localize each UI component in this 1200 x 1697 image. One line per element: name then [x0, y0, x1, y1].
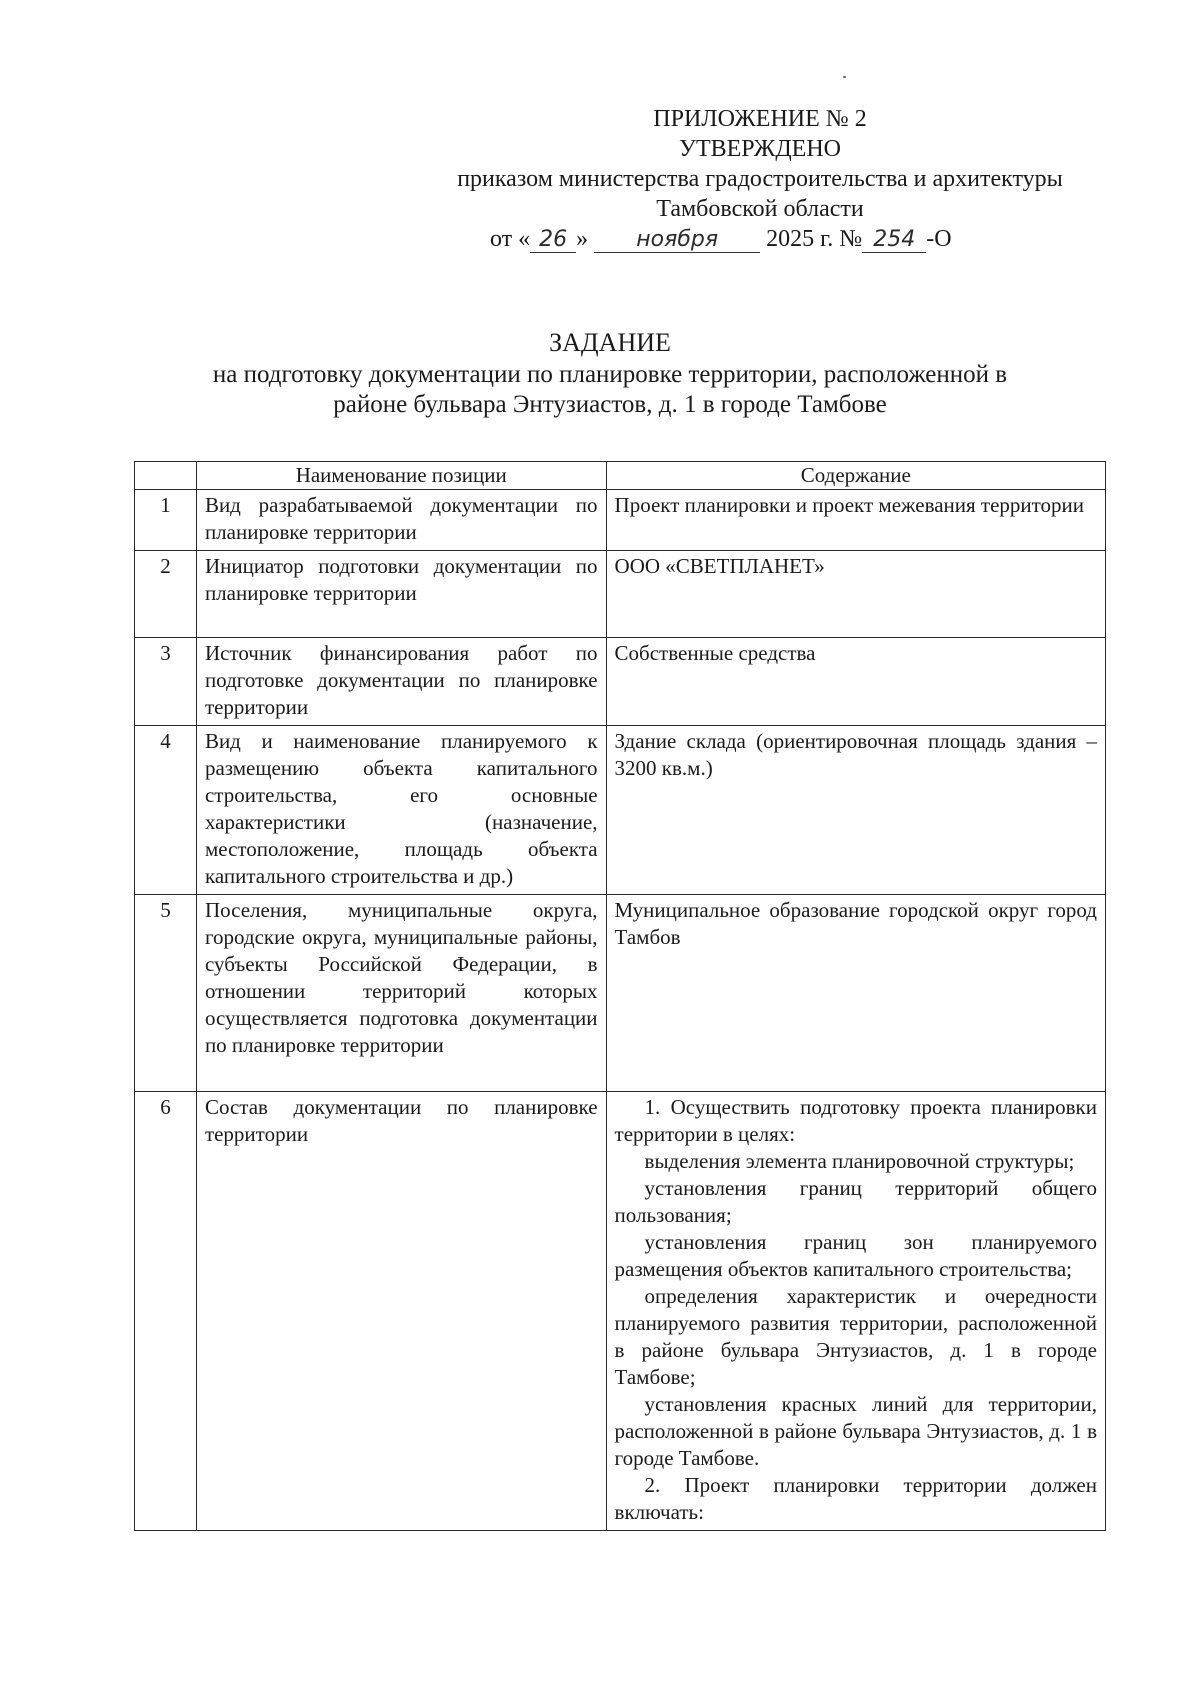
- row-content: [606, 895, 1105, 1092]
- handwritten-order-number: 254: [862, 228, 926, 253]
- row-content: [606, 726, 1105, 895]
- row-number: 2: [135, 551, 197, 638]
- row-content: [606, 551, 1105, 638]
- content-paragraph: Здание склада (ориентировочная площадь здания – 3200 кв.м.): [614, 729, 1097, 780]
- header-position-name: Наименование позиции: [196, 462, 606, 490]
- row-position-name: Вид разрабатываемой документации по планировке территории: [196, 490, 606, 551]
- order-suffix: -О: [926, 226, 952, 252]
- row-content: [606, 1092, 1105, 1531]
- order-date-line: [380, 224, 1140, 254]
- content-paragraph: Муниципальное образование городской округ город Тамбов: [614, 898, 1097, 949]
- table-row: [135, 638, 1106, 726]
- date-year: 2025 г. №: [766, 226, 863, 252]
- table-row: [135, 490, 1106, 551]
- row-number: 4: [135, 726, 197, 895]
- scan-speck: [843, 76, 846, 78]
- table-row: [135, 1092, 1106, 1531]
- row-content: [606, 490, 1105, 551]
- title-line-2: районе бульвара Энтузиастов, д. 1 в городе Тамбове: [333, 391, 887, 418]
- row-position-name: Вид и наименование планируемого к размещению объекта капитального строительства, его основные характеристики (назначение, местоположение, площадь объекта капитального строительства и др.): [196, 726, 606, 895]
- row-number: 5: [135, 895, 197, 1092]
- order-line-1: приказом министерства градостроительства и архитектуры: [457, 166, 1063, 192]
- handwritten-month: ноября: [594, 228, 760, 253]
- row-number: 3: [135, 638, 197, 726]
- table-row: [135, 726, 1106, 895]
- handwritten-day: 26: [530, 228, 576, 253]
- row-position-name: Состав документации по планировке территории: [196, 1092, 606, 1531]
- row-content: [606, 638, 1105, 726]
- content-paragraph: установления границ зон планируемого размещения объектов капитального строительства;: [614, 1230, 1097, 1281]
- content-paragraph: Проект планировки и проект межевания территории: [614, 493, 1085, 517]
- row-position-name: Инициатор подготовки документации по планировке территории: [196, 551, 606, 638]
- table-row: [135, 895, 1106, 1092]
- row-number: 1: [135, 490, 197, 551]
- task-table: [134, 461, 1106, 1531]
- table-header-row: [135, 462, 1106, 490]
- row-position-name: Источник финансирования работ по подготовке документации по планировке территории: [196, 638, 606, 726]
- row-position-name: Поселения, муниципальные округа, городские округа, муниципальные районы, субъекты Российской Федерации, в отношении территорий которых осуществляется подготовка документации по планировке территории: [196, 895, 606, 1092]
- title-heading: ЗАДАНИЕ: [549, 328, 671, 357]
- title-line-1: на подготовку документации по планировке территории, расположенной в: [212, 361, 1008, 388]
- content-paragraph: определения характеристик и очередности планируемого развития территории, расположенной в районе бульвара Энтузиастов, д. 1 в городе Тамбове;: [614, 1284, 1097, 1389]
- header-number: [135, 462, 197, 490]
- content-paragraph: ООО «СВЕТПЛАНЕТ»: [614, 554, 825, 578]
- row-number: 6: [135, 1092, 197, 1531]
- appendix-label: ПРИЛОЖЕНИЕ № 2: [653, 106, 867, 132]
- content-paragraph: 2. Проект планировки территории должен включать:: [614, 1473, 1097, 1524]
- date-prefix: от «: [490, 226, 531, 252]
- content-paragraph: установления границ территорий общего пользования;: [614, 1176, 1097, 1227]
- content-paragraph: установления красных линий для территории, расположенной в районе бульвара Энтузиастов, д. 1 в городе Тамбове.: [614, 1392, 1097, 1470]
- content-paragraph: выделения элемента планировочной структуры;: [644, 1149, 1075, 1173]
- content-paragraph: Собственные средства: [614, 641, 816, 665]
- order-line-2: Тамбовской области: [656, 196, 864, 222]
- document-title: [120, 328, 1100, 420]
- approved-label: УТВЕРЖДЕНО: [678, 136, 842, 162]
- approval-block: [380, 104, 1140, 254]
- header-content: Содержание: [606, 462, 1105, 490]
- table-row: [135, 551, 1106, 638]
- date-mid: »: [576, 226, 589, 252]
- content-paragraph: 1. Осуществить подготовку проекта планировки территории в целях:: [614, 1095, 1097, 1146]
